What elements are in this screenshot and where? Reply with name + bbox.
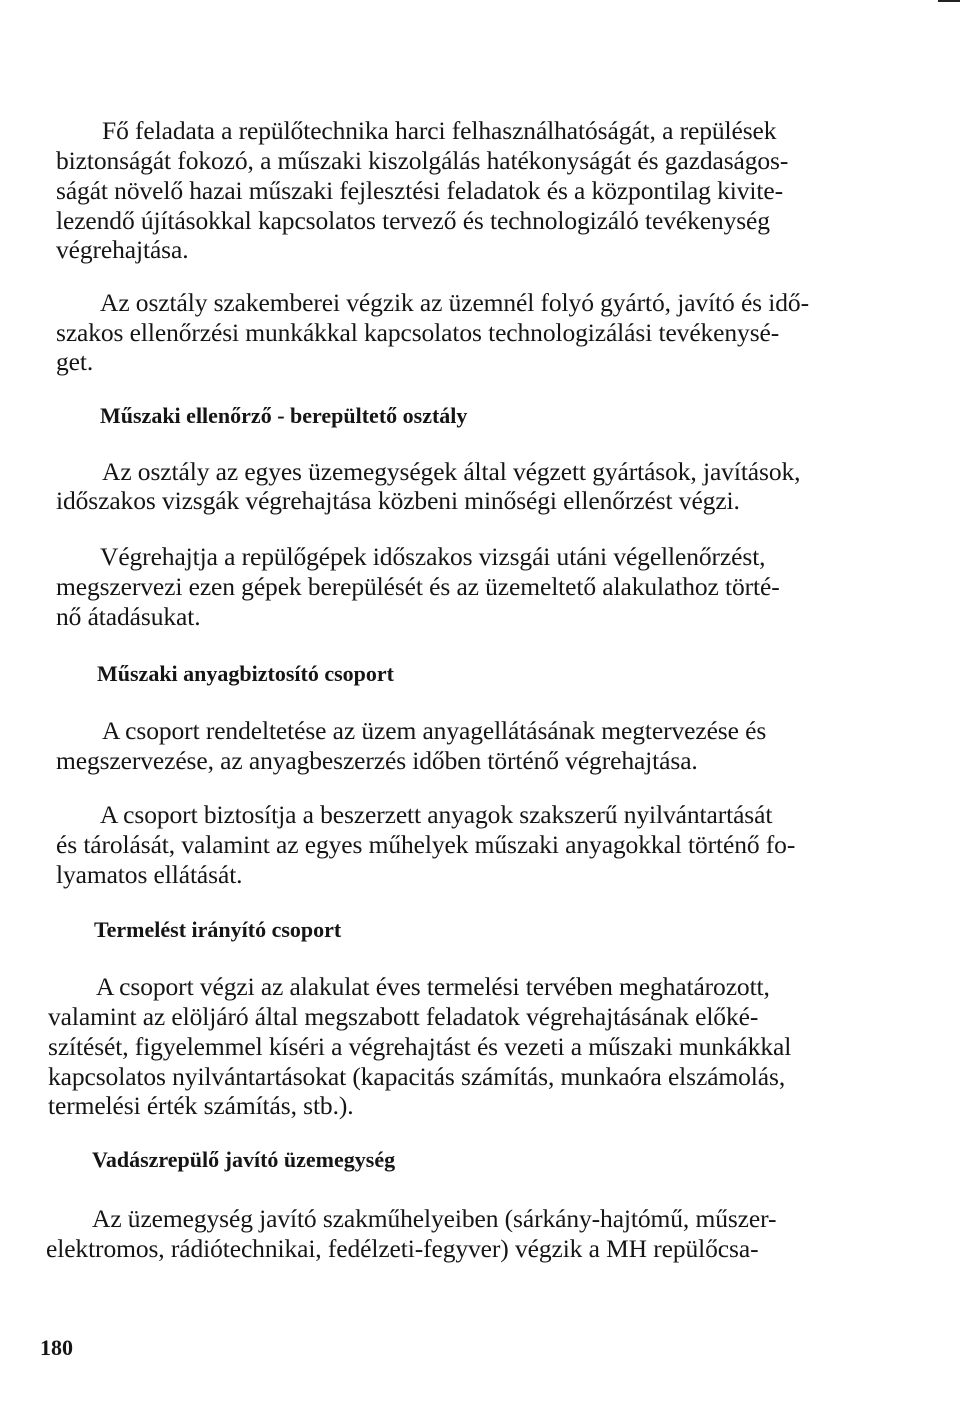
text-line: lezendő újításokkal kapcsolatos tervező és technologizáló tevékenység: [56, 206, 770, 235]
text-line: lyamatos ellátását.: [56, 860, 243, 889]
text-line: kapcsolatos nyilvántartásokat (kapacitás számítás, munkaóra elszámolás,: [48, 1062, 786, 1091]
text-line: szakos ellenőrzési munkákkal kapcsolatos technologizálási tevékenysé-: [56, 318, 780, 347]
section-heading: Műszaki anyagbiztosító csoport: [97, 661, 394, 686]
section-heading: Termelést irányító csoport: [94, 917, 342, 942]
text-line: időszakos vizsgák végrehajtása közbeni minőségi ellenőrzést végzi.: [56, 486, 740, 515]
scan-corner-mark: [938, 0, 960, 2]
text-line: termelési érték számítás, stb.).: [48, 1091, 354, 1120]
text-line: Az osztály szakemberei végzik az üzemnél folyó gyártó, javító és idő-: [100, 288, 809, 317]
text-line: get.: [56, 347, 94, 376]
page-number: 180: [40, 1335, 73, 1360]
text-line: megszervezi ezen gépek berepülését és az üzemeltető alakulathoz törté-: [56, 572, 780, 601]
text-line: szítését, figyelemmel kíséri a végrehajtást és vezeti a műszaki munkákkal: [48, 1032, 792, 1061]
text-line: végrehajtása.: [56, 235, 189, 264]
text-line: A csoport biztosítja a beszerzett anyagok szakszerű nyilvántartását: [100, 800, 773, 829]
text-line: ságát növelő hazai műszaki fejlesztési feladatok és a központilag kivite-: [56, 176, 783, 205]
text-line: valamint az elöljáró által megszabott feladatok végrehajtásának előké-: [48, 1002, 759, 1031]
text-line: és tárolását, valamint az egyes műhelyek műszaki anyagokkal történő fo-: [56, 830, 796, 859]
text-line: A csoport rendeltetése az üzem anyagellátásának megtervezése és: [102, 716, 767, 745]
section-heading: Vadászrepülő javító üzemegység: [92, 1147, 396, 1172]
text-line: Az osztály az egyes üzemegységek által végzett gyártások, javítások,: [102, 457, 801, 486]
text-line: nő átadásukat.: [56, 602, 201, 631]
text-line: elektromos, rádiótechnikai, fedélzeti-fegyver) végzik a MH repülőcsa-: [46, 1234, 759, 1263]
text-line: Az üzemegység javító szakműhelyeiben (sárkány-hajtómű, műszer-: [92, 1204, 777, 1233]
section-heading: Műszaki ellenőrző - berepültető osztály: [100, 403, 468, 428]
text-line: biztonságát fokozó, a műszaki kiszolgálás hatékonyságát és gazdaságos-: [56, 146, 789, 175]
text-line: megszervezése, az anyagbeszerzés időben történő végrehajtása.: [56, 746, 698, 775]
text-line: Fő feladata a repülőtechnika harci felhasználhatóságát, a repülések: [102, 116, 777, 145]
text-line: Végrehajtja a repülőgépek időszakos vizsgái utáni végellenőrzést,: [100, 542, 766, 571]
text-line: A csoport végzi az alakulat éves termelési tervében meghatározott,: [96, 972, 770, 1001]
